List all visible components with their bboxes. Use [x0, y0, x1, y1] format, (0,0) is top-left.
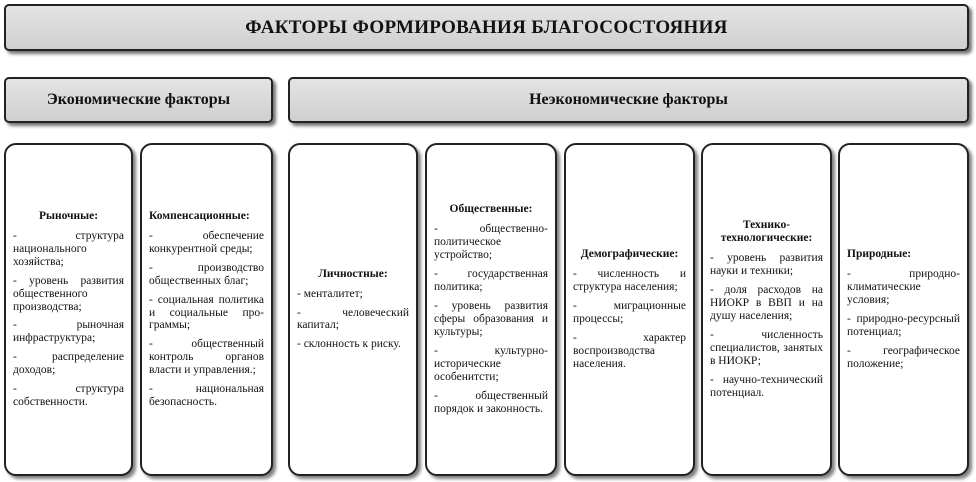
card-item: - научно-технический потенциал. [710, 373, 823, 399]
card-item: - человеческий капитал; [297, 306, 409, 332]
noneconomic-factors-header: Неэкономические факторы [288, 77, 969, 123]
card-item: - социальная политика и социальные программы; [149, 293, 264, 332]
card-technological [701, 143, 832, 476]
card-market [4, 143, 133, 476]
card-item: - природно-ресурсный потенциал; [847, 313, 960, 338]
card-item: - национальная безопасность. [149, 383, 264, 409]
card-item: - государственная политика; [434, 268, 548, 294]
card-item: - менталитет; [297, 287, 363, 300]
card-item: - рыночная инфраструктура; [13, 319, 124, 345]
card-item: - общественный контроль органов власти и управления.; [149, 338, 264, 377]
card-item: - природно-климатические условия; [847, 268, 960, 307]
card-demographic [564, 143, 695, 476]
card-item: - общественно-политическое устройство; [434, 223, 548, 262]
card-item: - обеспечение конкурентной среды; [149, 229, 264, 255]
card-natural [838, 143, 969, 476]
card-title: Демографические: [580, 248, 679, 261]
card-item: - географическое положение; [847, 344, 960, 370]
card-item: - характер воспроизводства населения. [573, 331, 686, 370]
card-compensatory [140, 143, 273, 476]
economic-factors-header: Экономические факторы [4, 77, 273, 123]
card-item: - уровень развития науки и техники; [710, 252, 823, 278]
card-item: - численность и структура населения; [573, 268, 686, 294]
card-title: Рыночные: [38, 209, 99, 222]
card-title: Технико-технологические: [720, 219, 813, 245]
card-title: Природные: [847, 248, 912, 261]
card-item: - уровень развития общественного производства; [13, 274, 124, 313]
card-item: - миграционные процессы; [573, 300, 686, 325]
card-item: - культурно-исторические особенитсти; [434, 344, 548, 383]
diagram-title: ФАКТОРЫ ФОРМИРОВАНИЯ БЛАГОСОСТОЯНИЯ [4, 4, 969, 51]
card-title: Общественные: [449, 203, 533, 216]
card-item: - численность специалистов, занятых в НИОКР; [710, 328, 823, 367]
card-item: - структура собственности. [13, 383, 124, 409]
card-personal [288, 143, 418, 476]
card-item: - общественный порядок и законность. [434, 389, 548, 415]
card-item: - уровень развития сферы образования и культуры; [434, 300, 548, 338]
card-title: Компенсационные: [149, 209, 250, 222]
card-item: - структура национального хозяйства; [13, 229, 124, 268]
card-item: - доля расходов на НИОКР в ВВП и на душу населения; [710, 284, 823, 322]
card-item: - распределение доходов; [13, 351, 124, 377]
card-item: - склонность к риску. [297, 338, 401, 351]
card-social [425, 143, 557, 476]
card-title: Личностные: [318, 267, 388, 280]
card-item: - производство общественных благ; [149, 261, 264, 287]
